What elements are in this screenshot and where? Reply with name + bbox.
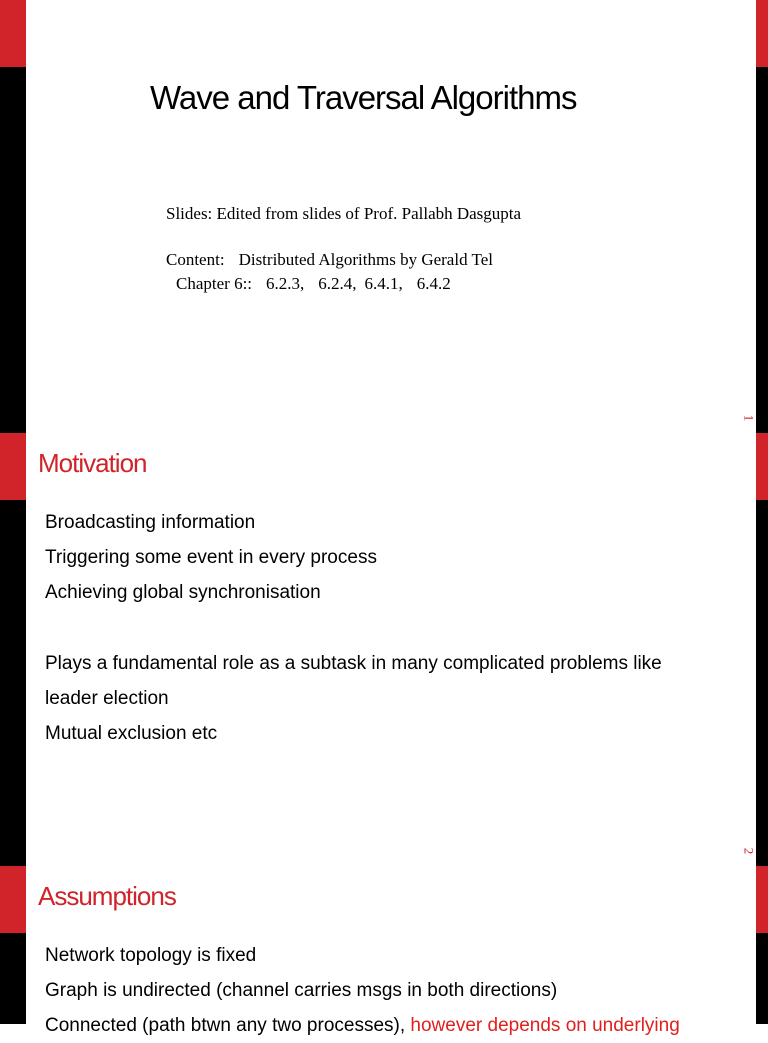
list-item: Broadcasting information [45,512,256,533]
list-item: Graph is undirected (channel carries msgs in both directions) [45,980,558,1001]
content-label: Content: [166,250,225,269]
right-edge-bar [756,866,768,1024]
section-ref: 6.2.3, [266,274,305,293]
bullet-list [45,938,680,1043]
slide-heading: Assumptions [38,881,176,911]
list-spacer [45,610,662,646]
section-ref: 6.4.2 [416,274,451,293]
right-red-marker [756,0,768,67]
left-edge-bar [0,433,26,866]
slide-heading: Motivation [38,448,147,478]
right-red-marker [756,433,768,500]
slide-1 [0,0,768,433]
list-item: Achieving global synchronisation [45,582,321,603]
left-edge-bar [0,0,26,433]
list-item: Triggering some event in every process [45,547,377,568]
list-item: leader election [45,688,169,709]
left-red-marker [0,866,26,933]
slide-3 [0,866,768,1036]
content-text: Distributed Algorithms by Gerald Tel [238,250,493,269]
chapter-label: Chapter 6:: [176,274,253,293]
left-red-marker [0,0,26,67]
page-number: 1 [740,414,756,422]
highlight-text: however depends on underlying [410,1015,680,1036]
list-item: Network topology is fixed [45,945,257,966]
list-item: Plays a fundamental role as a subtask in many complicated problems like [45,653,662,674]
slide-2 [0,433,768,866]
section-ref: 6.4.1, [364,274,403,293]
page-number: 2 [740,847,756,855]
slide-title: Wave and Traversal Algorithms [150,79,577,116]
left-edge-bar [0,866,26,1024]
list-item: Connected (path btwn any two processes), however depends on underlying [45,1015,680,1036]
list-item-text: Connected (path btwn any two processes) [45,1015,400,1036]
credit-line: Slides: Edited from slides of Prof. Pallabh Dasgupta [166,204,522,223]
right-red-marker [756,866,768,933]
bullet-list [45,505,662,751]
right-edge-bar [756,433,768,866]
right-edge-bar [756,0,768,433]
chapter-line [176,274,451,294]
left-red-marker [0,433,26,500]
content-line [166,250,493,270]
list-item: Mutual exclusion etc [45,723,218,744]
section-ref: 6.2.4, [318,274,357,293]
